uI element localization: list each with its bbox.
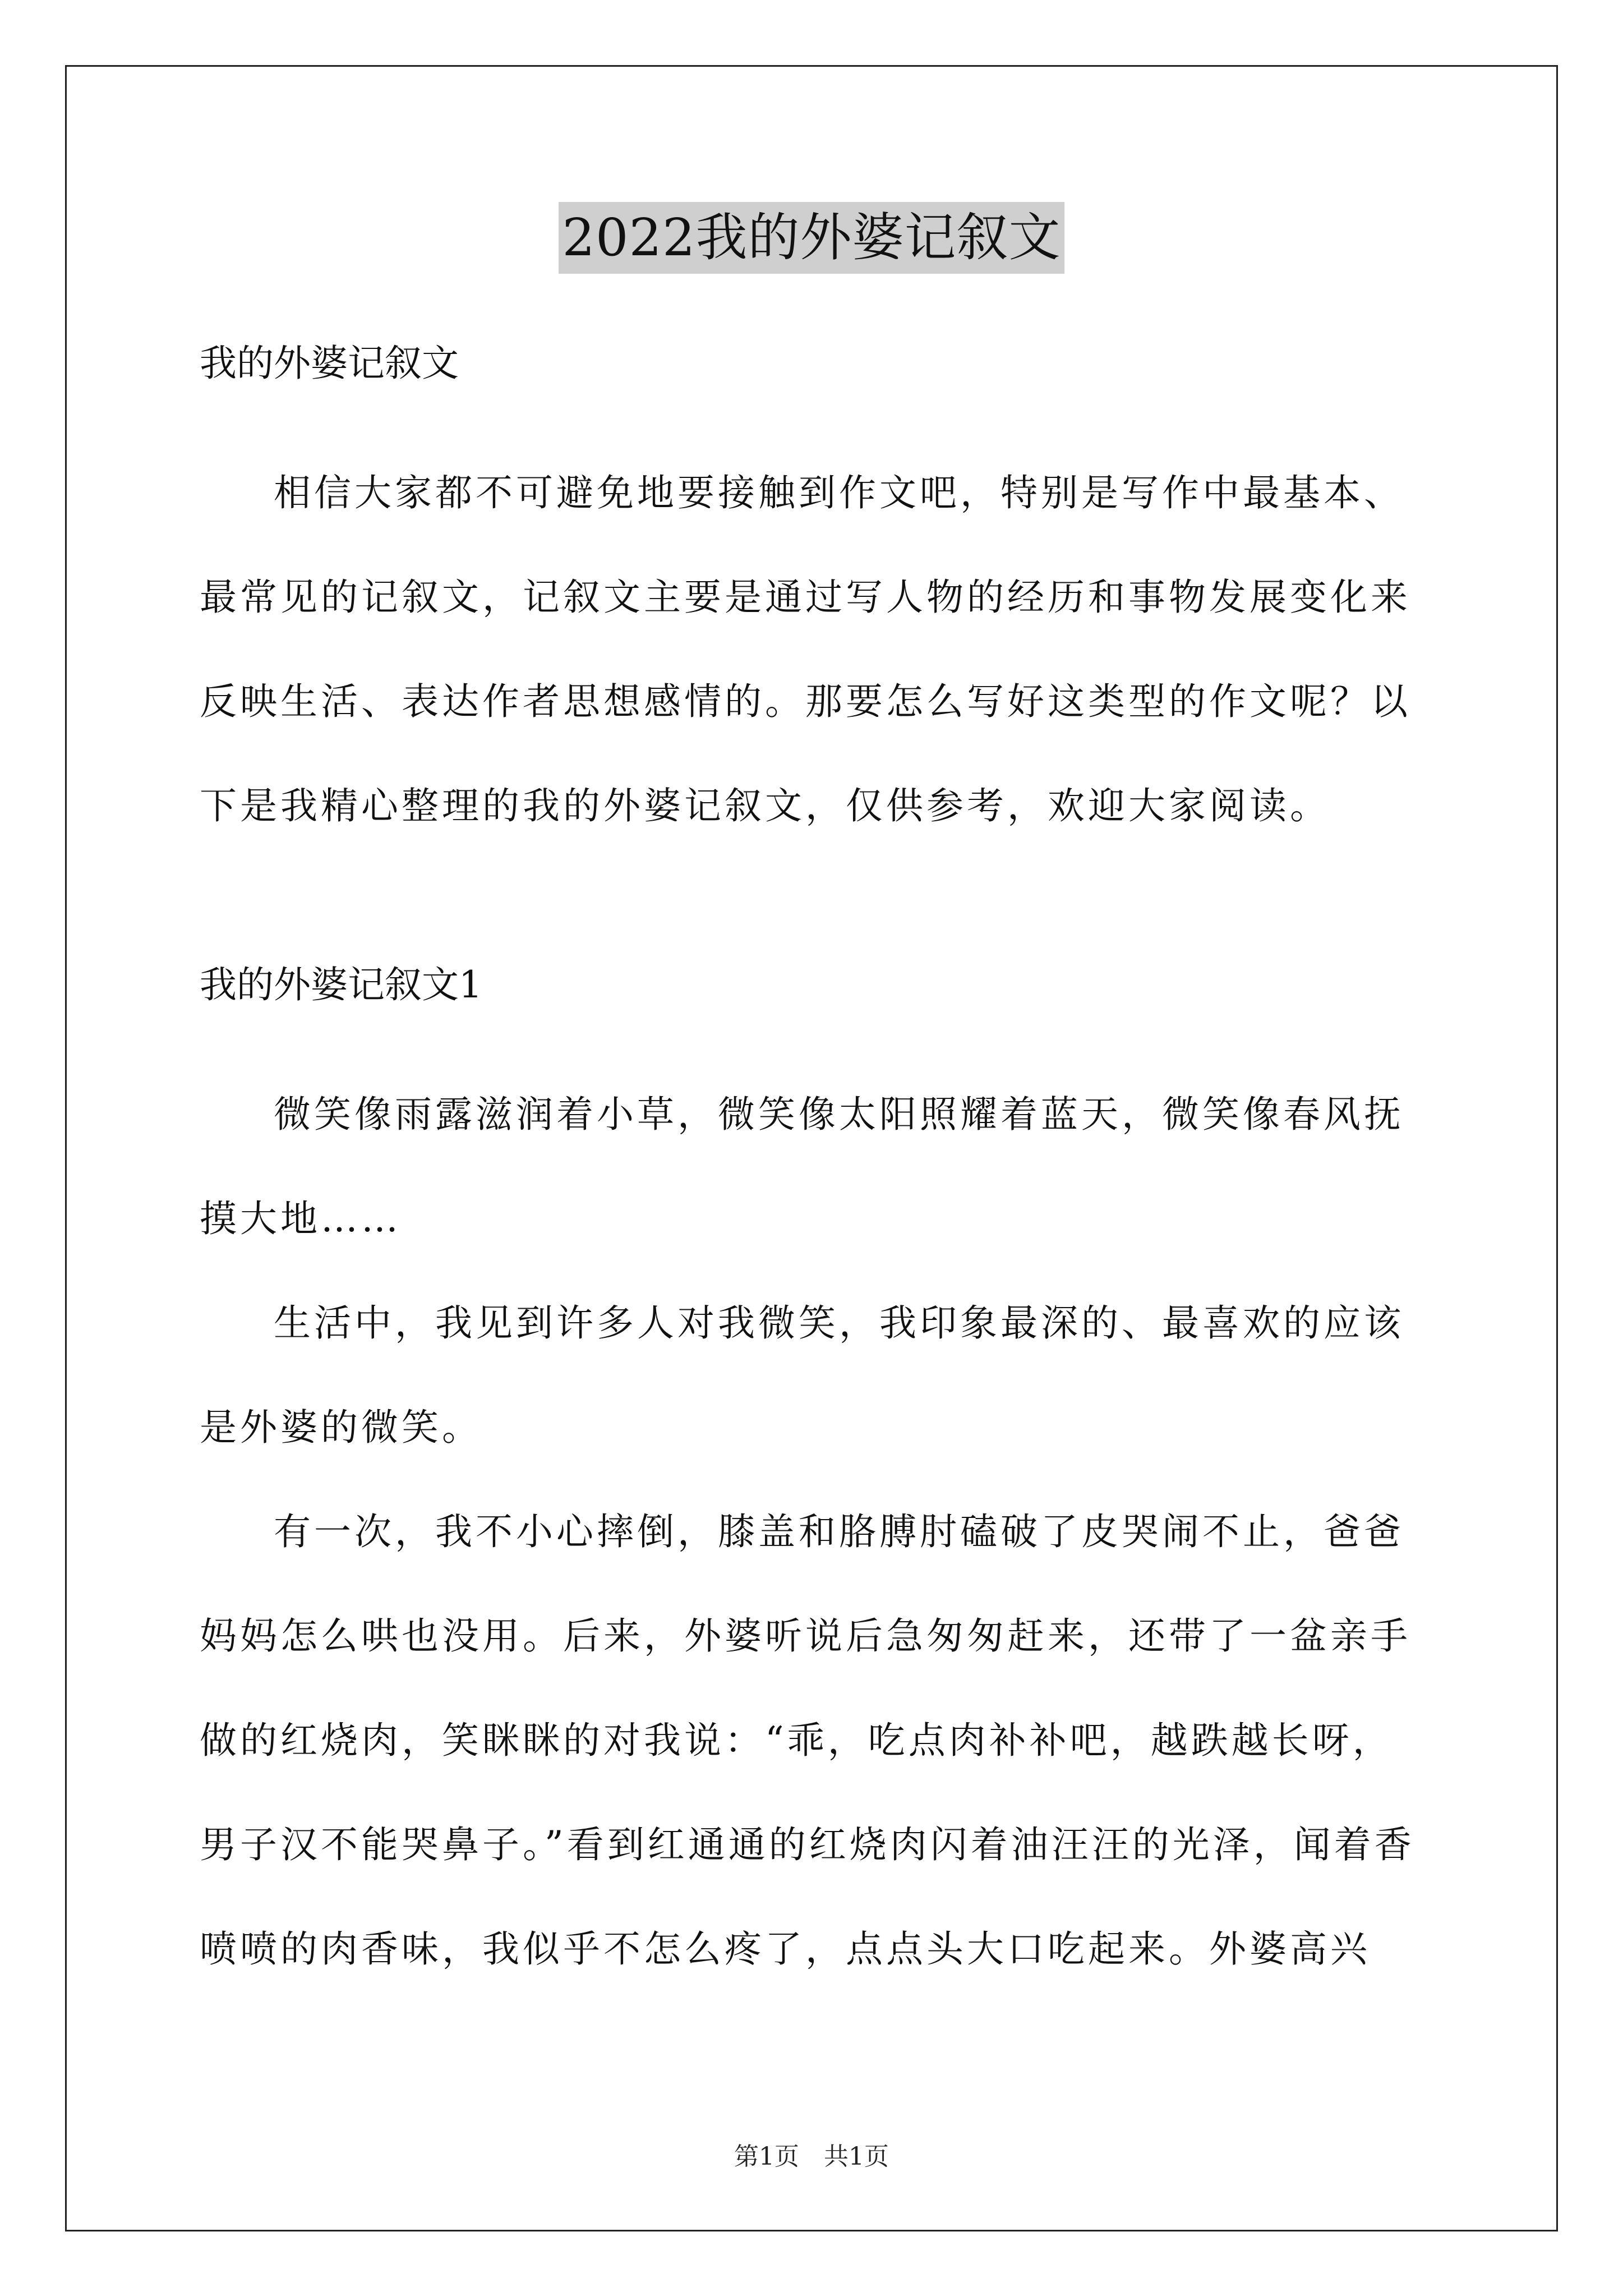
paragraph: 微笑像雨露滋润着小草，微笑像太阳照耀着蓝天，微笑像春风抚摸大地…… <box>200 1093 1404 1240</box>
section-heading: 我的外婆记叙文 <box>200 342 459 385</box>
section-heading: 我的外婆记叙文1 <box>200 963 482 1006</box>
title-container <box>0 202 1623 274</box>
document-title: 2022我的外婆记叙文 <box>559 202 1064 274</box>
spacer <box>200 858 1428 958</box>
spacer <box>200 390 1428 441</box>
spacer <box>200 1012 1428 1062</box>
paragraph: 有一次，我不小心摔倒，膝盖和胳膊肘磕破了皮哭闹不止，爸爸妈妈怎么哄也没用。后来，外婆听说后急匆匆赶来，还带了一盆亲手做的红烧肉，笑眯眯的对我说：“乖，吃点肉补补吧，越跌越长呀，男子汉不能哭鼻子。”看到红通通的红烧肉闪着油汪汪的光泽，闻着香喷喷的肉香味，我似乎不怎么疼了，点点头大口吃起来。外婆高兴 <box>200 1510 1415 1971</box>
paragraph: 生活中，我见到许多人对我微笑，我印象最深的、最喜欢的应该是外婆的微笑。 <box>200 1301 1404 1449</box>
paragraph: 相信大家都不可避免地要接触到作文吧，特别是写作中最基本、最常见的记叙文，记叙文主要是通过写人物的经历和事物发展变化来反映生活、表达作者思想感情的。那要怎么写好这类型的作文呢？以下是我精心整理的我的外婆记叙文，仅供参考，欢迎大家阅读。 <box>200 471 1411 827</box>
document-body <box>200 337 1428 2001</box>
page-number: 第1页 共1页 <box>734 2142 889 2171</box>
